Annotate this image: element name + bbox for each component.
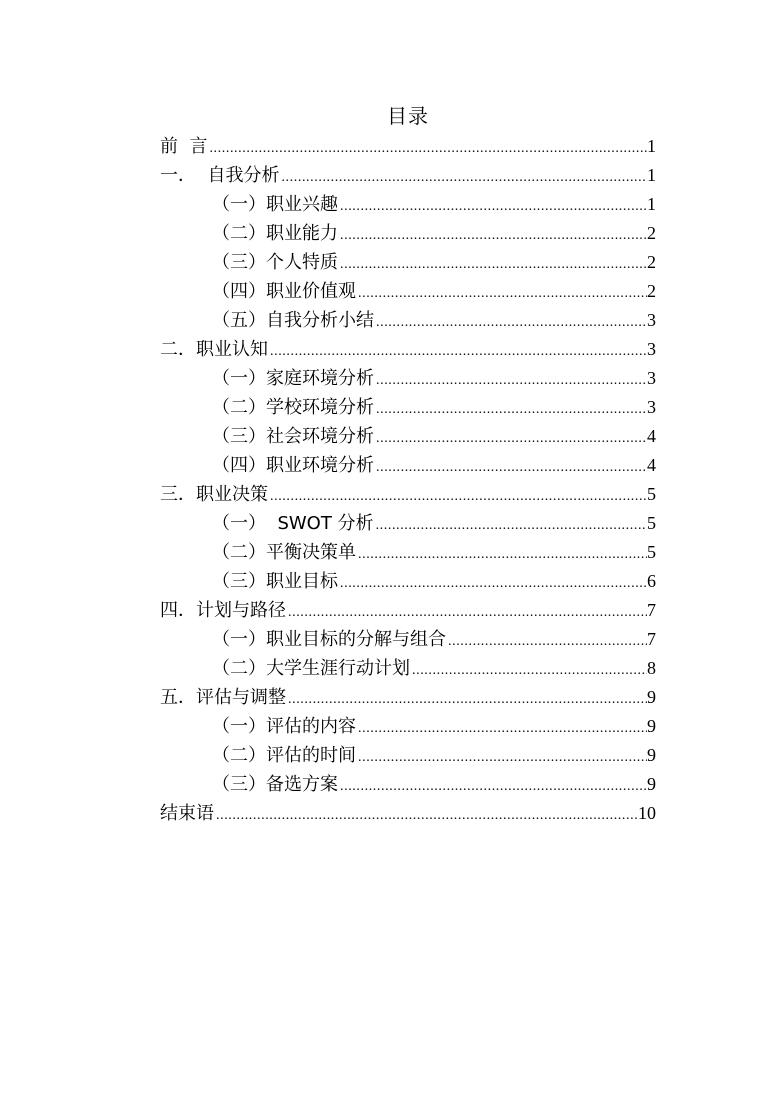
toc-leader-dots <box>338 221 647 250</box>
toc-entry-subsection[interactable] <box>212 625 656 654</box>
toc-leader-dots <box>410 656 647 685</box>
toc-page-number: 3 <box>647 339 656 359</box>
toc-entry-section-1[interactable] <box>160 161 656 190</box>
toc-title: 目录 <box>387 104 429 128</box>
toc-leader-dots <box>338 250 647 279</box>
toc-entry-subsection[interactable] <box>212 451 656 480</box>
toc-page-number: 9 <box>647 687 656 707</box>
toc-entry-label: （一）家庭环境分析 <box>212 368 374 389</box>
toc-page-number: 9 <box>647 745 656 765</box>
toc-entry-subsection[interactable] <box>212 277 656 306</box>
toc-entry-section-3[interactable] <box>160 480 656 509</box>
toc-page-number: 3 <box>647 310 656 330</box>
toc-leader-dots <box>374 366 647 395</box>
toc-entry-label: 三．职业决策 <box>160 484 268 505</box>
toc-page-number: 10 <box>638 803 656 823</box>
toc-page-number: 5 <box>647 484 656 504</box>
toc-page-number: 9 <box>647 774 656 794</box>
toc-page-number: 7 <box>647 600 656 620</box>
toc-entry-label: （三）职业目标 <box>212 571 338 592</box>
toc-entry-label: （一）评估的内容 <box>212 716 356 737</box>
toc-leader-dots <box>279 163 647 192</box>
toc-entry-subsection[interactable] <box>212 248 656 277</box>
toc-leader-dots <box>338 192 647 221</box>
toc-entry-label: （三）备选方案 <box>212 774 338 795</box>
toc-entry-label: 前 言 <box>160 136 208 157</box>
toc-page-number: 1 <box>647 165 656 185</box>
toc-entry-label: （五）自我分析小结 <box>212 310 374 331</box>
toc-entry-label: （一）职业目标的分解与组合 <box>212 629 446 650</box>
toc-entry-label: （三）个人特质 <box>212 252 338 273</box>
toc-leader-dots <box>356 714 647 743</box>
toc-entry-section-5[interactable] <box>160 683 656 712</box>
toc-page-number: 3 <box>647 368 656 388</box>
toc-leader-dots <box>356 743 647 772</box>
toc-page-number: 2 <box>647 223 656 243</box>
toc-entry-subsection[interactable] <box>212 712 656 741</box>
toc-page-number: 7 <box>647 629 656 649</box>
toc-entry-label: （一） SWOT 分析 <box>212 513 374 534</box>
toc-entry-section-2[interactable] <box>160 335 656 364</box>
toc-entry-subsection[interactable] <box>212 509 656 538</box>
toc-entry-label: （二）评估的时间 <box>212 745 356 766</box>
toc-entry-preface[interactable] <box>160 132 656 161</box>
toc-entry-subsection[interactable] <box>212 393 656 422</box>
toc-entry-label: （二）平衡决策单 <box>212 542 356 563</box>
toc-leader-dots <box>214 801 638 830</box>
toc-entry-subsection[interactable] <box>212 538 656 567</box>
toc-leader-dots <box>286 685 647 714</box>
toc-page-number: 4 <box>647 426 656 446</box>
toc-entry-subsection[interactable] <box>212 219 656 248</box>
toc-entry-label: （三）社会环境分析 <box>212 426 374 447</box>
toc-leader-dots <box>338 569 647 598</box>
toc-entry-label: 二．职业认知 <box>160 339 268 360</box>
toc-entry-subsection[interactable] <box>212 364 656 393</box>
toc-page-number: 1 <box>647 194 656 214</box>
toc-entry-label: （四）职业价值观 <box>212 281 356 302</box>
toc-page-number: 2 <box>647 252 656 272</box>
toc-leader-dots <box>446 627 647 656</box>
toc-leader-dots <box>338 772 647 801</box>
toc-leader-dots <box>286 598 647 627</box>
toc-entry-subsection[interactable] <box>212 654 656 683</box>
toc-page-number: 5 <box>647 513 656 533</box>
toc-entry-label: （二）大学生涯行动计划 <box>212 658 410 679</box>
toc-leader-dots <box>374 395 647 424</box>
toc-entry-label: 四．计划与路径 <box>160 600 286 621</box>
toc-leader-dots <box>374 424 647 453</box>
toc-page-number: 5 <box>647 542 656 562</box>
toc-entry-label: （二）学校环境分析 <box>212 397 374 418</box>
toc-page-number: 8 <box>647 658 656 678</box>
toc-page-number: 2 <box>647 281 656 301</box>
toc-leader-dots <box>356 540 647 569</box>
toc-entry-subsection[interactable] <box>212 741 656 770</box>
toc-page-number: 1 <box>647 136 656 156</box>
toc-page-number: 4 <box>647 455 656 475</box>
toc-leader-dots <box>374 453 647 482</box>
toc-entry-label: （四）职业环境分析 <box>212 455 374 476</box>
toc-entry-label: （一）职业兴趣 <box>212 194 338 215</box>
toc-entry-section-4[interactable] <box>160 596 656 625</box>
toc-entry-subsection[interactable] <box>212 190 656 219</box>
toc-leader-dots <box>374 511 647 540</box>
toc-page-number: 6 <box>647 571 656 591</box>
toc-leader-dots <box>356 279 647 308</box>
toc-entry-subsection[interactable] <box>212 422 656 451</box>
toc-leader-dots <box>374 308 647 337</box>
toc-entry-label: 一． 自我分析 <box>160 165 280 186</box>
toc-entry-subsection[interactable] <box>212 770 656 799</box>
toc-entry-label: 结束语 <box>160 803 214 824</box>
toc-page-number: 9 <box>647 716 656 736</box>
toc-page-number: 3 <box>647 397 656 417</box>
toc-entry-subsection[interactable] <box>212 567 656 596</box>
toc-leader-dots <box>268 482 647 511</box>
toc-leader-dots <box>268 337 647 366</box>
toc-entry-label: 五．评估与调整 <box>160 687 286 708</box>
toc-entry-label: （二）职业能力 <box>212 223 338 244</box>
toc-leader-dots <box>207 134 647 163</box>
toc-entry-conclusion[interactable] <box>160 799 656 828</box>
toc-entry-subsection[interactable] <box>212 306 656 335</box>
